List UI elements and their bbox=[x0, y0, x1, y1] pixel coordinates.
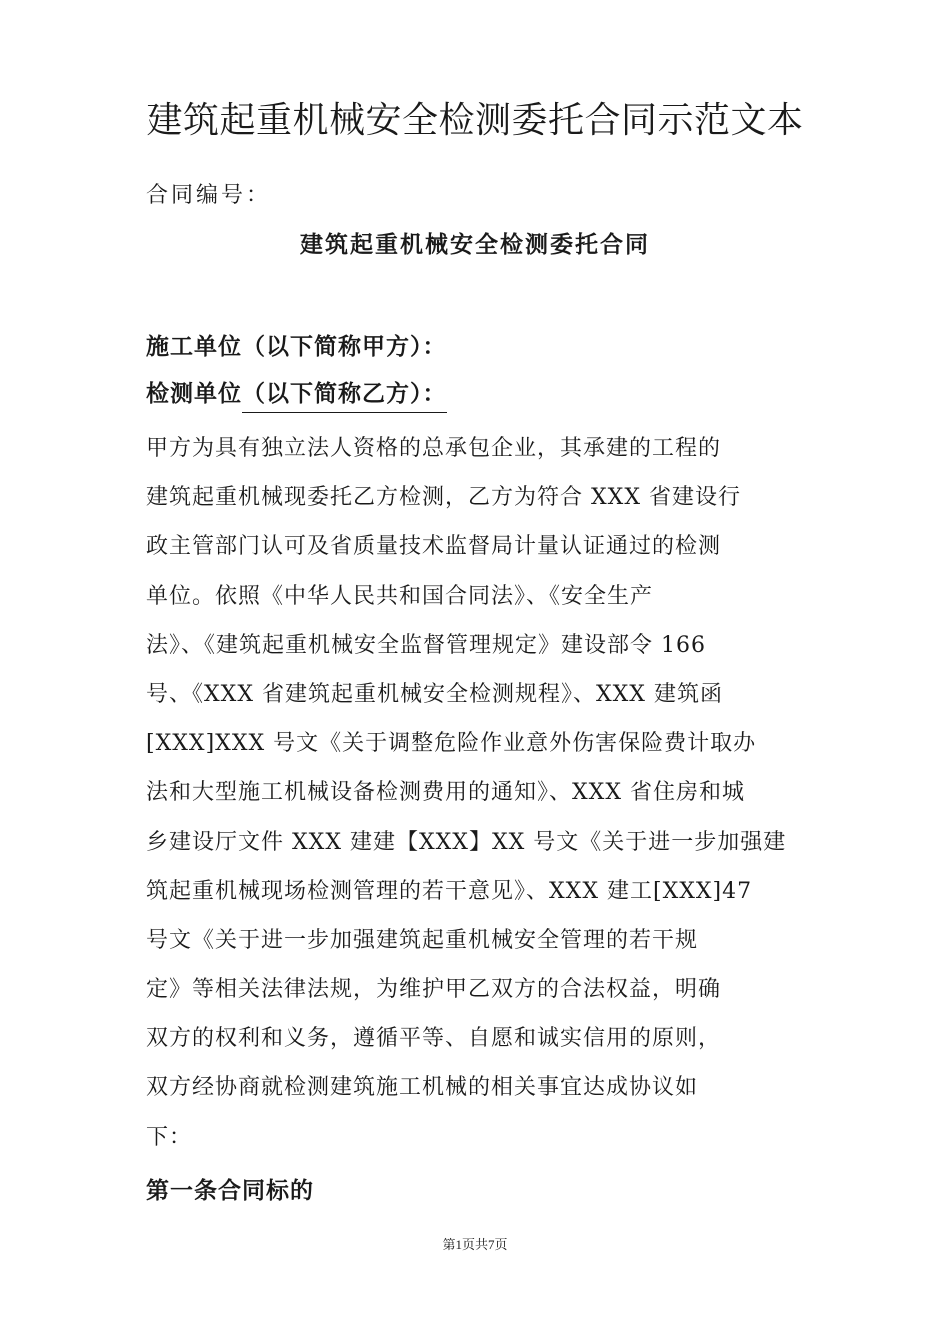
preamble-line: 号、《XXX 省建筑起重机械安全检测规程》、XXX 建筑函 bbox=[146, 681, 723, 707]
preamble-line: 法和大型施工机械设备检测费用的通知》、XXX 省住房和城 bbox=[146, 780, 745, 806]
party-b-fill-blank: （以下简称乙方）： bbox=[242, 375, 447, 413]
contract-number-label: 合同编号： bbox=[146, 183, 272, 208]
preamble-line: 单位。依照《中华人民共和国合同法》、《安全生产 bbox=[146, 583, 654, 609]
preamble-line: 乡建设厅文件 XXX 建建【XXX】XX 号文《关于进一步加强建 bbox=[146, 829, 787, 855]
preamble-line: [XXX]XXX 号文《关于调整危险作业意外伤害保险费计取办 bbox=[146, 731, 757, 757]
party-b-prefix: 检测单位 bbox=[146, 380, 242, 407]
preamble-line: 甲方为具有独立法人资格的总承包企业，其承建的工程的 bbox=[146, 436, 722, 461]
contract-preamble bbox=[146, 424, 806, 1162]
document-title: 建筑起重机械安全检测委托合同示范文本 bbox=[146, 100, 804, 141]
preamble-line: 筑起重机械现场检测管理的若干意见》、XXX 建工[XXX]47 bbox=[146, 878, 753, 904]
party-a-label: 施工单位（以下简称甲方）： bbox=[146, 333, 447, 360]
preamble-line: 下： bbox=[146, 1124, 193, 1150]
preamble-line: 定》等相关法律法规，为维护甲乙双方的合法权益，明确 bbox=[146, 977, 722, 1003]
preamble-line: 双方的权利和义务，遵循平等、自愿和诚实信用的原则， bbox=[146, 1026, 722, 1052]
article-1-heading: 第一条合同标的 bbox=[146, 1177, 314, 1204]
preamble-line: 法》、《建筑起重机械安全监督管理规定》建设部令 166 bbox=[146, 632, 706, 658]
page-indicator: 第1页共7页 bbox=[442, 1237, 508, 1252]
contract-title: 建筑起重机械安全检测委托合同 bbox=[300, 231, 650, 258]
preamble-line: 政主管部门认可及省质量技术监督局计量认证通过的检测 bbox=[146, 534, 722, 560]
preamble-line: 建筑起重机械现委托乙方检测，乙方为符合 XXX 省建设行 bbox=[146, 485, 741, 511]
preamble-line: 双方经协商就检测建筑施工机械的相关事宜达成协议如 bbox=[146, 1075, 699, 1101]
preamble-line: 号文《关于进一步加强建筑起重机械安全管理的若干规 bbox=[146, 927, 699, 953]
party-b-label bbox=[146, 375, 447, 413]
